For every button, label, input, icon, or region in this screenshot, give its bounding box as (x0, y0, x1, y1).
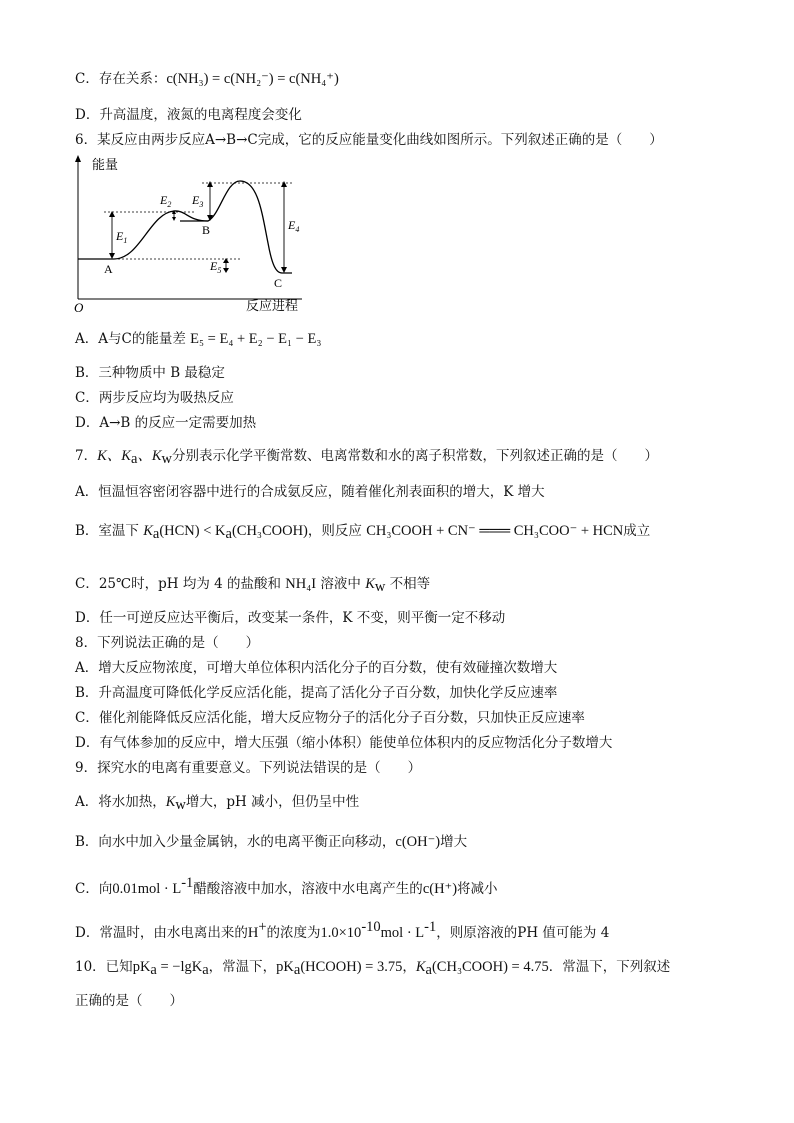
option-9d: D．常温时，由水电离出来的H+的浓度为$1.0\times 10^{-10}mol \cdot L^{-1}$，则原溶液的PH 值可能为 4 (75, 919, 610, 941)
option-6d: D．A→B 的反应一定需要加热 (75, 415, 257, 431)
e1-label: $E_1$ (116, 229, 128, 245)
option-7a: A．恒温恒容密闭容器中进行的合成氨反应，随着催化剂表面积的增大，K 增大 (75, 484, 545, 500)
question-9: 9．探究水的电离有重要意义。下列说法错误的是（ ） (75, 760, 422, 776)
option-9c: C．向$0.01mol \cdot L^{-1}$醋酸溶液中加水，溶液中水电离产生的c(H⁺)将减小 (75, 875, 498, 897)
option-6c: C．两步反应均为吸热反应 (75, 390, 234, 406)
e4-label: $E_4$ (288, 218, 300, 234)
option-7d: D．任一可逆反应达平衡后，改变某一条件，K 不变，则平衡一定不移动 (75, 610, 506, 626)
question-7: 7．K、$K_a$、$K_w$分别表示化学平衡常数、电离常数和水的离子积常数，下列叙述正确的是（ ） (75, 448, 659, 467)
species-a-label: A (104, 262, 113, 276)
option-8a: A．增大反应物浓度，可增大单位体积内活化分子的百分数，使有效碰撞次数增大 (75, 660, 558, 676)
option-8b: B．升高温度可降低化学反应活化能，提高了活化分子百分数，加快化学反应速率 (75, 685, 558, 701)
e2-label: $E_2$ (160, 193, 172, 209)
option-5c: C．存在关系：c(NH₃) = c(NH₂⁻) = c(NH₄⁺) (75, 71, 339, 87)
question-6: 6．某反应由两步反应A→B→C完成，它的反应能量变化曲线如图所示。下列叙述正确的是（ ） (75, 132, 663, 148)
option-7b: B．室温下 $K_a(HCN)$ < $K_a(CH_3COOH)$，则反应 CH₃COOH + CN⁻ ═══ CH₃COO⁻ + HCN成立 (75, 523, 651, 542)
option-5d: D．升高温度，液氮的电离程度会变化 (75, 107, 302, 123)
e5-label: $E_5$ (210, 259, 222, 275)
species-b-label: B (202, 223, 211, 237)
x-axis-label: 反应进程 (246, 298, 299, 313)
energy-diagram (70, 153, 310, 315)
option-8d: D．有气体参加的反应中，增大压强（缩小体积）能使单位体积内的反应物活化分子数增大 (75, 735, 613, 751)
option-7c: C．25℃时，pH 均为 4 的盐酸和 NH₄I 溶液中 $K_w$ 不相等 (75, 576, 431, 595)
option-9b: B．向水中加入少量金属钠，水的电离平衡正向移动，c(OH⁻)增大 (75, 834, 468, 850)
question-10: 10．已知$pK_a = -\lg K_a$，常温下，$pK_a(HCOOH) = 3.75$，$K_a(CH_3COOH) = 4.75$．常温下，下列叙述 (75, 959, 671, 978)
origin-label: O (74, 300, 84, 315)
species-c-label: C (274, 276, 283, 290)
option-9a: A．将水加热，$K_w$增大，pH 减小，但仍呈中性 (75, 794, 360, 813)
question-8: 8．下列说法正确的是（ ） (75, 635, 260, 651)
option-6a: A．A与C的能量差 E₅ = E₄ + E₂ − E₁ − E₃ (75, 331, 322, 347)
option-6b: B．三种物质中 B 最稳定 (75, 365, 225, 381)
question-10-continued: 正确的是（ ） (75, 993, 183, 1009)
y-axis-label: 能量 (92, 157, 119, 172)
option-8c: C．催化剂能降低反应活化能，增大反应物分子的活化分子百分数，只加快正反应速率 (75, 710, 585, 726)
e3-label: $E_3$ (192, 193, 204, 209)
